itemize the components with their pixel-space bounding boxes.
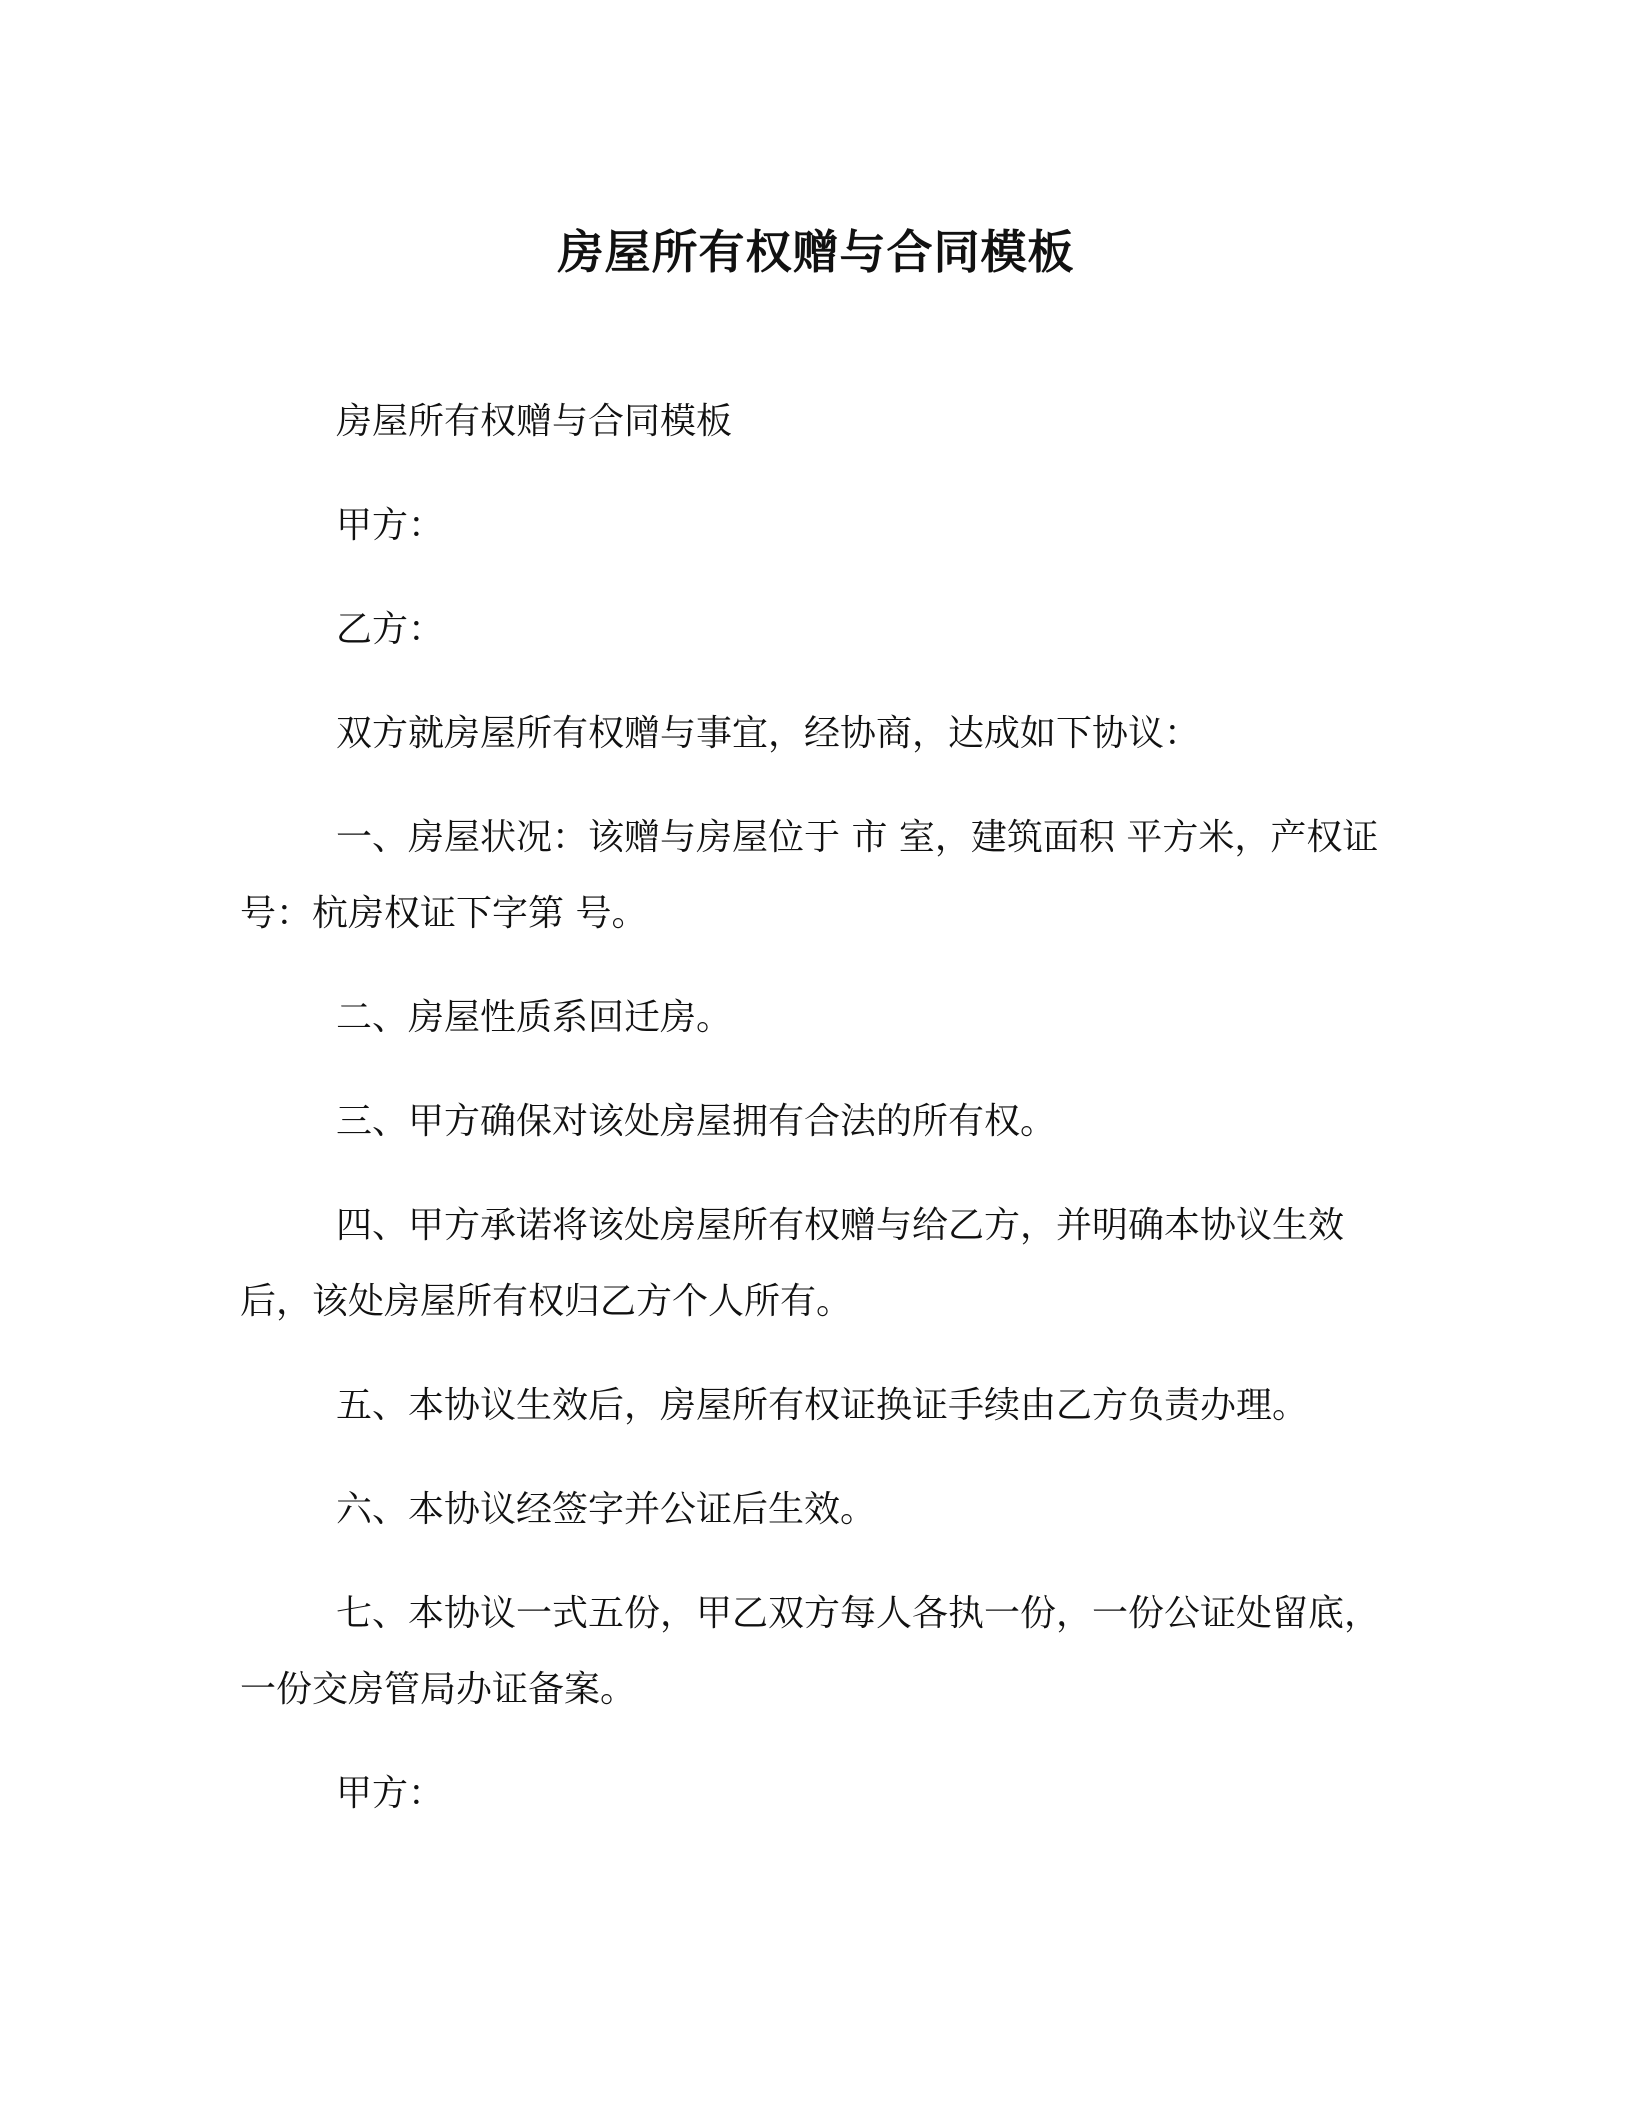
paragraph-clause-6: 六、本协议经签字并公证后生效。 (336, 1489, 877, 1530)
paragraph-clause-4: 四、甲方承诺将该处房屋所有权赠与给乙方，并明确本协议生效后，该处房屋所有权归乙方个人所有。 (240, 1205, 1345, 1322)
paragraph-preamble: 双方就房屋所有权赠与事宜，经协商，达成如下协议： (336, 713, 1201, 754)
paragraph-clause-2: 二、房屋性质系回迁房。 (336, 997, 733, 1038)
paragraph-clause-5: 五、本协议生效后，房屋所有权证换证手续由乙方负责办理。 (336, 1385, 1309, 1426)
paragraph-party-a: 甲方： (336, 505, 445, 546)
paragraph-clause-1: 一、房屋状况：该赠与房屋位于 市 室，建筑面积 平方米，产权证号：杭房权证下字第 号。 (240, 817, 1379, 934)
document-title: 房屋所有权赠与合同模板 (557, 225, 1075, 279)
paragraph-clause-7: 七、本协议一式五份，甲乙双方每人各执一份，一份公证处留底，一份交房管局办证备案。 (240, 1593, 1381, 1710)
paragraph-signature-party-a: 甲方： (336, 1773, 445, 1814)
paragraph-party-b: 乙方： (336, 609, 445, 650)
paragraph-clause-3: 三、甲方确保对该处房屋拥有合法的所有权。 (336, 1101, 1057, 1142)
paragraph-subtitle: 房屋所有权赠与合同模板 (336, 401, 733, 442)
